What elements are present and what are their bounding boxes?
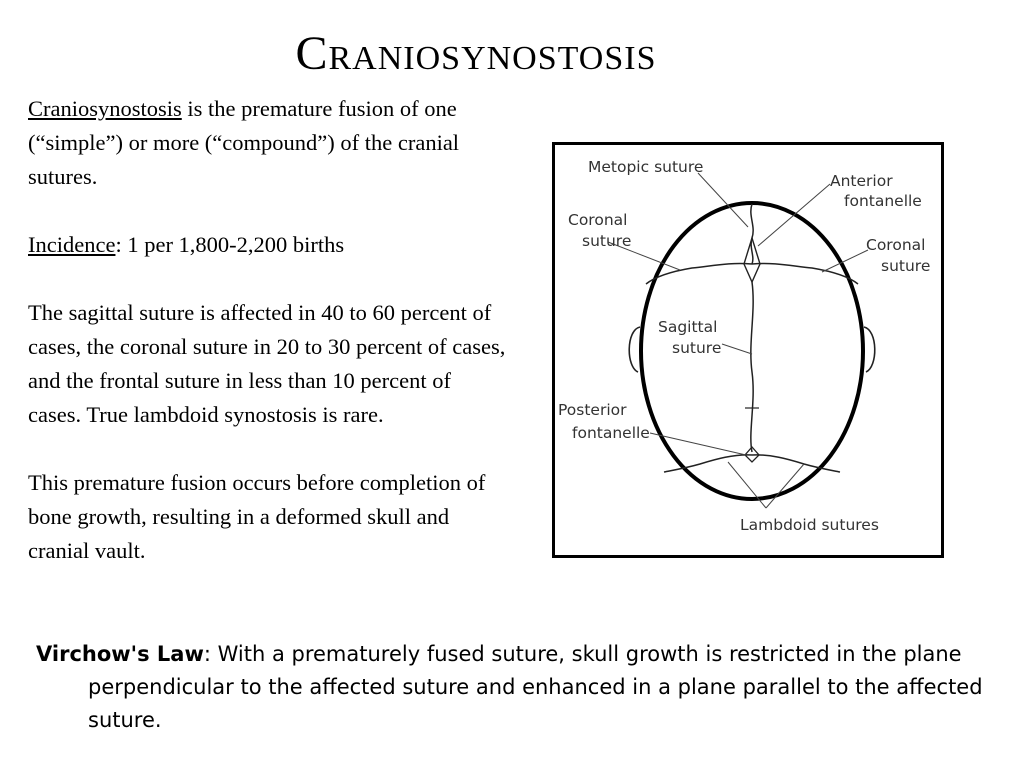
virchows-law-text: : With a prematurely fused suture, skull growth is restricted in the plane perpendicular to the affected suture and enhanced in a plane parallel to the affected suture. bbox=[88, 642, 983, 732]
incidence-text: : 1 per 1,800-2,200 births bbox=[115, 232, 345, 257]
posterior-fontanelle-label-line1: Posterior bbox=[558, 401, 627, 419]
anterior-fontanelle-label-line2: fontanelle bbox=[844, 192, 922, 210]
fusion-effect-paragraph: This premature fusion occurs before completion of bone growth, resulting in a deformed skull and cranial vault. bbox=[28, 470, 486, 563]
lambdoid-sutures-label: Lambdoid sutures bbox=[740, 516, 879, 534]
body-text bbox=[28, 92, 508, 568]
posterior-fontanelle-label-line2: fontanelle bbox=[572, 424, 650, 442]
sagittal-label-line2: suture bbox=[672, 339, 722, 357]
coronal-left-label-line1: Coronal bbox=[568, 211, 628, 229]
incidence-paragraph bbox=[28, 228, 508, 262]
skull-diagram bbox=[552, 142, 944, 558]
virchows-law bbox=[36, 638, 1024, 737]
slide-title: Craniosynostosis bbox=[295, 27, 657, 80]
sagittal-label-line1: Sagittal bbox=[658, 318, 718, 336]
coronal-right-label-line2: suture bbox=[881, 257, 931, 275]
definition-paragraph bbox=[28, 92, 508, 194]
coronal-left-label-line2: suture bbox=[582, 232, 632, 250]
definition-text: is the premature fusion of one (“simple”) or more (“compound”) of the cranial sutures. bbox=[28, 96, 460, 189]
definition-term: Craniosynostosis bbox=[28, 96, 182, 121]
anterior-fontanelle-label-line1: Anterior bbox=[830, 172, 893, 190]
coronal-right-label-line1: Coronal bbox=[866, 236, 926, 254]
virchows-law-term: Virchow's Law bbox=[36, 642, 204, 666]
metopic-suture-label: Metopic suture bbox=[588, 158, 704, 176]
suture-frequency-paragraph: The sagittal suture is affected in 40 to 60 percent of cases, the coronal suture in 20 to 30 percent of cases, and the frontal suture in less than 10 percent of cases. True lambdoid synostosis is rare. bbox=[28, 300, 506, 427]
incidence-term: Incidence bbox=[28, 232, 116, 257]
